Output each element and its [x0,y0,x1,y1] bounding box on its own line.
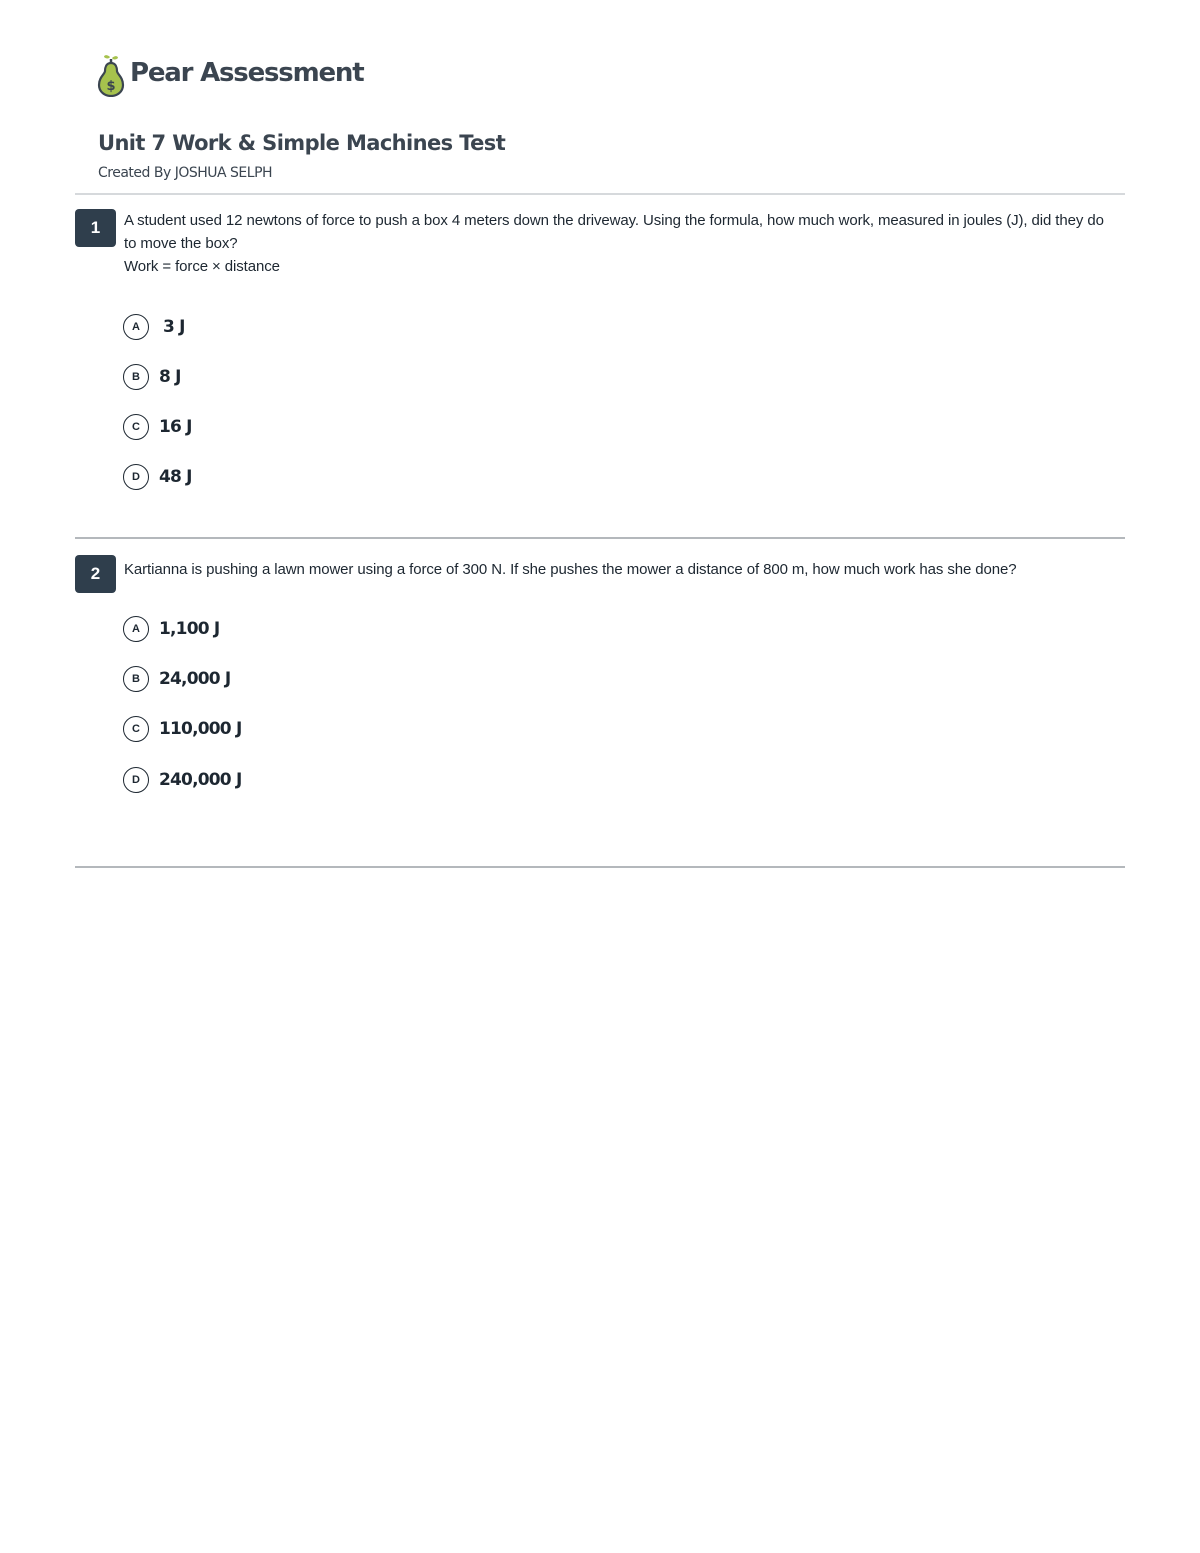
brand-name: Pear Assessment [130,58,364,88]
answer-choice[interactable] [123,462,192,492]
question-divider [75,537,1125,539]
answer-choice[interactable] [123,714,241,744]
question-text-line: Work = force × distance [124,258,280,275]
answer-choice[interactable] [123,664,230,694]
choice-text: 240,000 J [159,770,242,790]
page-title: Unit 7 Work & Simple Machines Test [98,131,506,155]
question-number-badge: 2 [75,555,116,593]
choice-text: 1,100 J [159,619,220,639]
header-divider [75,193,1125,195]
author-name: JOSHUA SELPH [174,165,273,181]
question-text-line: A student used 12 newtons of force to push a box 4 meters down the driveway. Using the formula, how much work, measured in joules (J), did they do to move the box? [124,212,1104,252]
choice-letter-bubble[interactable]: B [123,364,149,390]
svg-text:$: $ [106,79,116,94]
answer-choice[interactable] [123,765,241,795]
choice-letter-bubble[interactable]: A [123,616,149,642]
answer-choice[interactable] [123,362,181,392]
question-text-line: Kartianna is pushing a lawn mower using a force of 300 N. If she pushes the mower a distance of 800 m, how much work has she done? [124,561,1017,578]
choice-text: 48 J [159,467,192,487]
created-by [98,165,272,181]
choice-letter-bubble[interactable]: C [123,414,149,440]
answer-choice[interactable] [123,614,219,644]
question-divider [75,866,1125,868]
answer-choice[interactable] [123,412,192,442]
choice-text: 3 J [163,317,185,337]
choice-letter-bubble[interactable]: C [123,716,149,742]
choice-letter-bubble[interactable]: A [123,314,149,340]
question-text [124,558,1114,581]
pear-icon [96,53,126,97]
brand-logo [96,52,363,98]
question-number-badge: 1 [75,209,116,247]
choice-letter-bubble[interactable]: D [123,464,149,490]
choice-letter-bubble[interactable]: B [123,666,149,692]
question-text [124,209,1114,278]
choice-text: 24,000 J [159,669,231,689]
choice-text: 8 J [159,367,181,387]
created-by-label: Created By [98,165,171,181]
choice-text: 110,000 J [159,719,242,739]
answer-choice[interactable] [123,312,185,342]
choice-text: 16 J [159,417,192,437]
choice-letter-bubble[interactable]: D [123,767,149,793]
